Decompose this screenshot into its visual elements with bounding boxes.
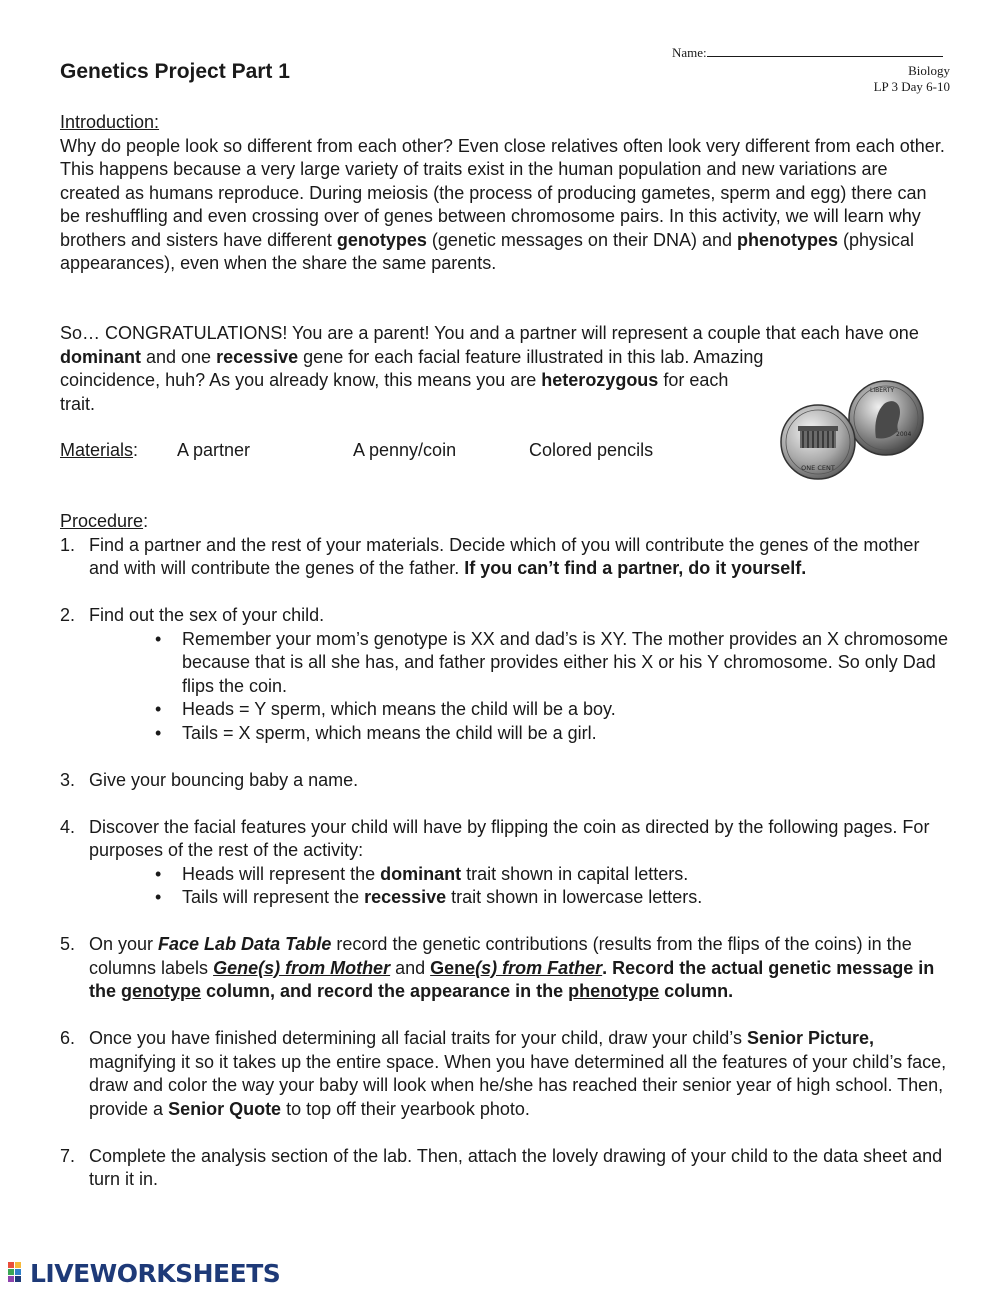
penny-back-icon	[781, 405, 855, 479]
procedure-step-2: 2. Find out the sex of your child.	[60, 605, 325, 625]
course-label: Biology	[908, 63, 950, 78]
procedure-step-6: 6. Once you have finished determining all facial traits for your child, draw your child’s Senior Picture, magnifying it so it takes up the entire space. When you have determined all the features of your child’s face, draw and color the way your baby will look when he/she has reached their senior year of high school. Then, provide a Senior Quote to top off their yearbook photo.	[60, 1028, 947, 1119]
svg-text:LIBERTY: LIBERTY	[870, 387, 895, 394]
procedure-step-1: 1. Find a partner and the rest of your materials. Decide which of you will contribute the genes of the mother and with will contribute the genes of the father. If you can’t find a partner, do it yourself.	[60, 534, 920, 578]
list-item: • Tails = X sperm, which means the child will be a girl.	[155, 722, 597, 743]
lesson-label: LP 3 Day 6-10	[873, 79, 950, 94]
material-pencils: Colored pencils	[529, 440, 654, 460]
svg-text:2004: 2004	[896, 431, 912, 438]
list-item: • Heads will represent the dominant trait shown in capital letters.	[155, 863, 689, 884]
congratulations-paragraph-end: coincidence, huh? As you already know, this means you are heterozygous for each trait.	[60, 370, 729, 414]
materials-label: Materials:	[60, 440, 139, 460]
procedure-step-7: 7. Complete the analysis section of the lab. Then, attach the lovely drawing of your child to the data sheet and turn it in.	[60, 1145, 943, 1189]
logo-text: LIVEWORKSHEETS	[30, 1259, 281, 1288]
step-4-bullets	[60, 863, 950, 910]
name-blank-line[interactable]	[707, 45, 943, 57]
coins-image	[778, 380, 924, 480]
procedure-step-4: 4. Discover the facial features your child will have by flipping the coin as directed by the following pages. For purposes of the rest of the activity:	[60, 816, 930, 860]
procedure-step-3: 3. Give your bouncing baby a name.	[60, 769, 359, 790]
list-item: • Tails will represent the recessive trait shown in lowercase letters.	[155, 887, 703, 907]
material-coin: A penny/coin	[353, 440, 457, 460]
procedure-heading: Procedure:	[60, 511, 149, 531]
material-partner: A partner	[177, 440, 251, 460]
penny-front-icon	[849, 381, 923, 455]
page-title: Genetics Project Part 1	[60, 60, 290, 83]
procedure-section	[60, 510, 950, 1192]
logo-mark-icon	[8, 1262, 28, 1284]
step-2-bullets	[60, 628, 950, 746]
list-item: • Heads = Y sperm, which means the child will be a boy.	[155, 699, 616, 719]
svg-text:ONE CENT: ONE CENT	[801, 464, 835, 472]
intro-heading: Introduction:	[60, 112, 160, 132]
introduction-section	[60, 111, 950, 276]
name-label: Name:	[672, 45, 707, 60]
procedure-step-5: 5. On your Face Lab Data Table record the genetic contributions (results from the flips of the coins) in the columns labels Gene(s) from Mother and Gene(s) from Father. Record the actual genetic message in the genotype column, and record the appearance in the phenotype column.	[60, 934, 935, 1001]
congratulations-paragraph: So… CONGRATULATIONS! You are a parent! You and a partner will represent a couple that each have one dominant and one recessive gene for each facial feature illustrated in this lab. Amazing	[60, 323, 919, 367]
name-field[interactable]	[672, 45, 943, 61]
intro-paragraph-1: Why do people look so different from each other? Even close relatives often look very different from each other. This happens because a very large variety of traits exist in the human population and new variations are created as humans reproduce. During meiosis (the process of producing gametes, sperm and egg) there can be reshuffling and even crossing over of genes between chromosome pairs. In this activity, we will learn why brothers and sisters have different genotypes (genetic messages on their DNA) and phenotypes (physical appearances), even when the share the same parents.	[60, 135, 945, 273]
list-item: • Remember your mom’s genotype is XX and dad’s is XY. The mother provides an X chromosome because that is all she has, and father provides either his X or his Y chromosome. So only Dad flips the coin.	[155, 628, 949, 696]
